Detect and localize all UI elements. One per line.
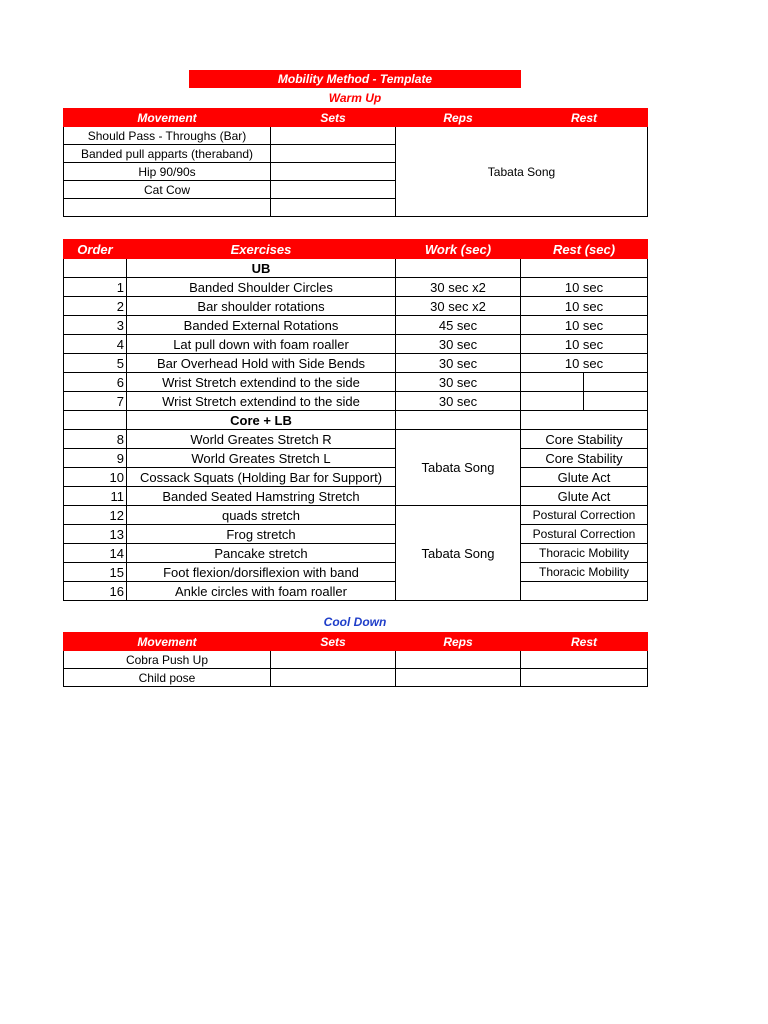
exercise-cell: Lat pull down with foam roaller: [127, 335, 396, 354]
group-row-core: [64, 411, 648, 430]
order-cell: 6: [64, 373, 127, 392]
rest-cell: Glute Act: [521, 487, 648, 506]
page-title: Mobility Method - Template: [189, 70, 521, 88]
sets-cell: [271, 651, 396, 669]
sets-cell: [271, 145, 396, 163]
warm-up-table: [63, 108, 648, 217]
exercise-cell: Bar shoulder rotations: [127, 297, 396, 316]
order-cell: 12: [64, 506, 127, 525]
table-row: [64, 127, 648, 145]
order-cell: 4: [64, 335, 127, 354]
exercise-cell: Pancake stretch: [127, 544, 396, 563]
work-cell: 30 sec: [396, 373, 521, 392]
reps-cell: [396, 651, 521, 669]
exercise-cell: Wrist Stretch extendind to the side: [127, 373, 396, 392]
reps-cell: [396, 669, 521, 687]
exercise-cell: Wrist Stretch extendind to the side: [127, 392, 396, 411]
rest-cell: Core Stability: [521, 430, 648, 449]
table-row: [64, 430, 648, 449]
table-row: [64, 651, 648, 669]
table-row: [64, 468, 648, 487]
table-row: [64, 335, 648, 354]
cool-down-header-row: [64, 633, 648, 651]
exercise-cell: World Greates Stretch R: [127, 430, 396, 449]
rest-cell: [521, 392, 584, 411]
order-cell: 15: [64, 563, 127, 582]
rest-cell: Glute Act: [521, 468, 648, 487]
sets-cell: [271, 163, 396, 181]
sets-cell: [271, 181, 396, 199]
rest-cell: [521, 373, 584, 392]
table-row: [64, 316, 648, 335]
table-row: [64, 354, 648, 373]
movement-cell: [64, 199, 271, 217]
exercise-cell: quads stretch: [127, 506, 396, 525]
exercise-cell: World Greates Stretch L: [127, 449, 396, 468]
work-cell: 45 sec: [396, 316, 521, 335]
table-row: [64, 449, 648, 468]
group-row-ub: [64, 259, 648, 278]
header-reps: Reps: [396, 633, 521, 651]
rest-cell: Thoracic Mobility: [521, 544, 648, 563]
header-rest: Rest (sec): [521, 240, 648, 259]
exercise-cell: Bar Overhead Hold with Side Bends: [127, 354, 396, 373]
order-cell: 2: [64, 297, 127, 316]
table-row: [64, 669, 648, 687]
exercises-table: [63, 239, 648, 601]
order-cell: 3: [64, 316, 127, 335]
work-cell: 30 sec: [396, 354, 521, 373]
header-rest: Rest: [521, 633, 648, 651]
header-movement: Movement: [64, 109, 271, 127]
table-row: [64, 506, 648, 525]
exercises-header-row: [64, 240, 648, 259]
table-row: [64, 373, 648, 392]
header-rest: Rest: [521, 109, 648, 127]
order-cell: 9: [64, 449, 127, 468]
order-cell: 1: [64, 278, 127, 297]
header-work: Work (sec): [396, 240, 521, 259]
table-row: [64, 563, 648, 582]
exercise-cell: Frog stretch: [127, 525, 396, 544]
order-cell: 14: [64, 544, 127, 563]
rest-cell: [521, 669, 648, 687]
work-cell: 30 sec x2: [396, 278, 521, 297]
order-cell: 7: [64, 392, 127, 411]
exercise-cell: Ankle circles with foam roaller: [127, 582, 396, 601]
order-cell: 13: [64, 525, 127, 544]
header-sets: Sets: [271, 109, 396, 127]
rest-cell: Core Stability: [521, 449, 648, 468]
rest-cell-extra: [584, 373, 648, 392]
header-movement: Movement: [64, 633, 271, 651]
header-reps: Reps: [396, 109, 521, 127]
movement-cell: Cobra Push Up: [64, 651, 271, 669]
rest-cell: Postural Correction: [521, 506, 648, 525]
exercise-cell: Cossack Squats (Holding Bar for Support): [127, 468, 396, 487]
exercise-cell: Banded Seated Hamstring Stretch: [127, 487, 396, 506]
warm-up-note: Tabata Song: [396, 127, 648, 217]
cool-down-label: Cool Down: [323, 615, 387, 629]
work-cell: 30 sec: [396, 392, 521, 411]
table-row: [64, 297, 648, 316]
movement-cell: Cat Cow: [64, 181, 271, 199]
exercise-cell: Banded Shoulder Circles: [127, 278, 396, 297]
table-row: [64, 278, 648, 297]
movement-cell: Hip 90/90s: [64, 163, 271, 181]
order-cell: 16: [64, 582, 127, 601]
header-sets: Sets: [271, 633, 396, 651]
rest-cell-extra: [584, 392, 648, 411]
rest-cell: 10 sec: [521, 335, 648, 354]
work-merged-cell: Tabata Song: [396, 506, 521, 601]
table-row: [64, 487, 648, 506]
rest-cell: 10 sec: [521, 316, 648, 335]
sets-cell: [271, 669, 396, 687]
table-row: [64, 582, 648, 601]
order-cell: 10: [64, 468, 127, 487]
order-cell: 11: [64, 487, 127, 506]
movement-cell: Should Pass - Throughs (Bar): [64, 127, 271, 145]
header-exercises: Exercises: [127, 240, 396, 259]
rest-cell: 10 sec: [521, 354, 648, 373]
sets-cell: [271, 127, 396, 145]
group-label-core: Core + LB: [127, 411, 396, 430]
order-cell: 5: [64, 354, 127, 373]
movement-cell: Child pose: [64, 669, 271, 687]
movement-cell: Banded pull apparts (theraband): [64, 145, 271, 163]
rest-cell: 10 sec: [521, 297, 648, 316]
order-cell: 8: [64, 430, 127, 449]
exercise-cell: Banded External Rotations: [127, 316, 396, 335]
table-row: [64, 544, 648, 563]
work-cell: 30 sec: [396, 335, 521, 354]
rest-cell: [521, 651, 648, 669]
work-cell: 30 sec x2: [396, 297, 521, 316]
work-merged-cell: Tabata Song: [396, 430, 521, 506]
rest-cell: [521, 582, 648, 601]
group-label-ub: UB: [127, 259, 396, 278]
table-row: [64, 525, 648, 544]
warm-up-header-row: [64, 109, 648, 127]
exercise-cell: Foot flexion/dorsiflexion with band: [127, 563, 396, 582]
rest-cell: Thoracic Mobility: [521, 563, 648, 582]
warm-up-label: Warm Up: [328, 91, 382, 105]
rest-cell: Postural Correction: [521, 525, 648, 544]
cool-down-table: [63, 632, 648, 687]
header-order: Order: [64, 240, 127, 259]
sets-cell: [271, 199, 396, 217]
rest-cell: 10 sec: [521, 278, 648, 297]
table-row: [64, 392, 648, 411]
